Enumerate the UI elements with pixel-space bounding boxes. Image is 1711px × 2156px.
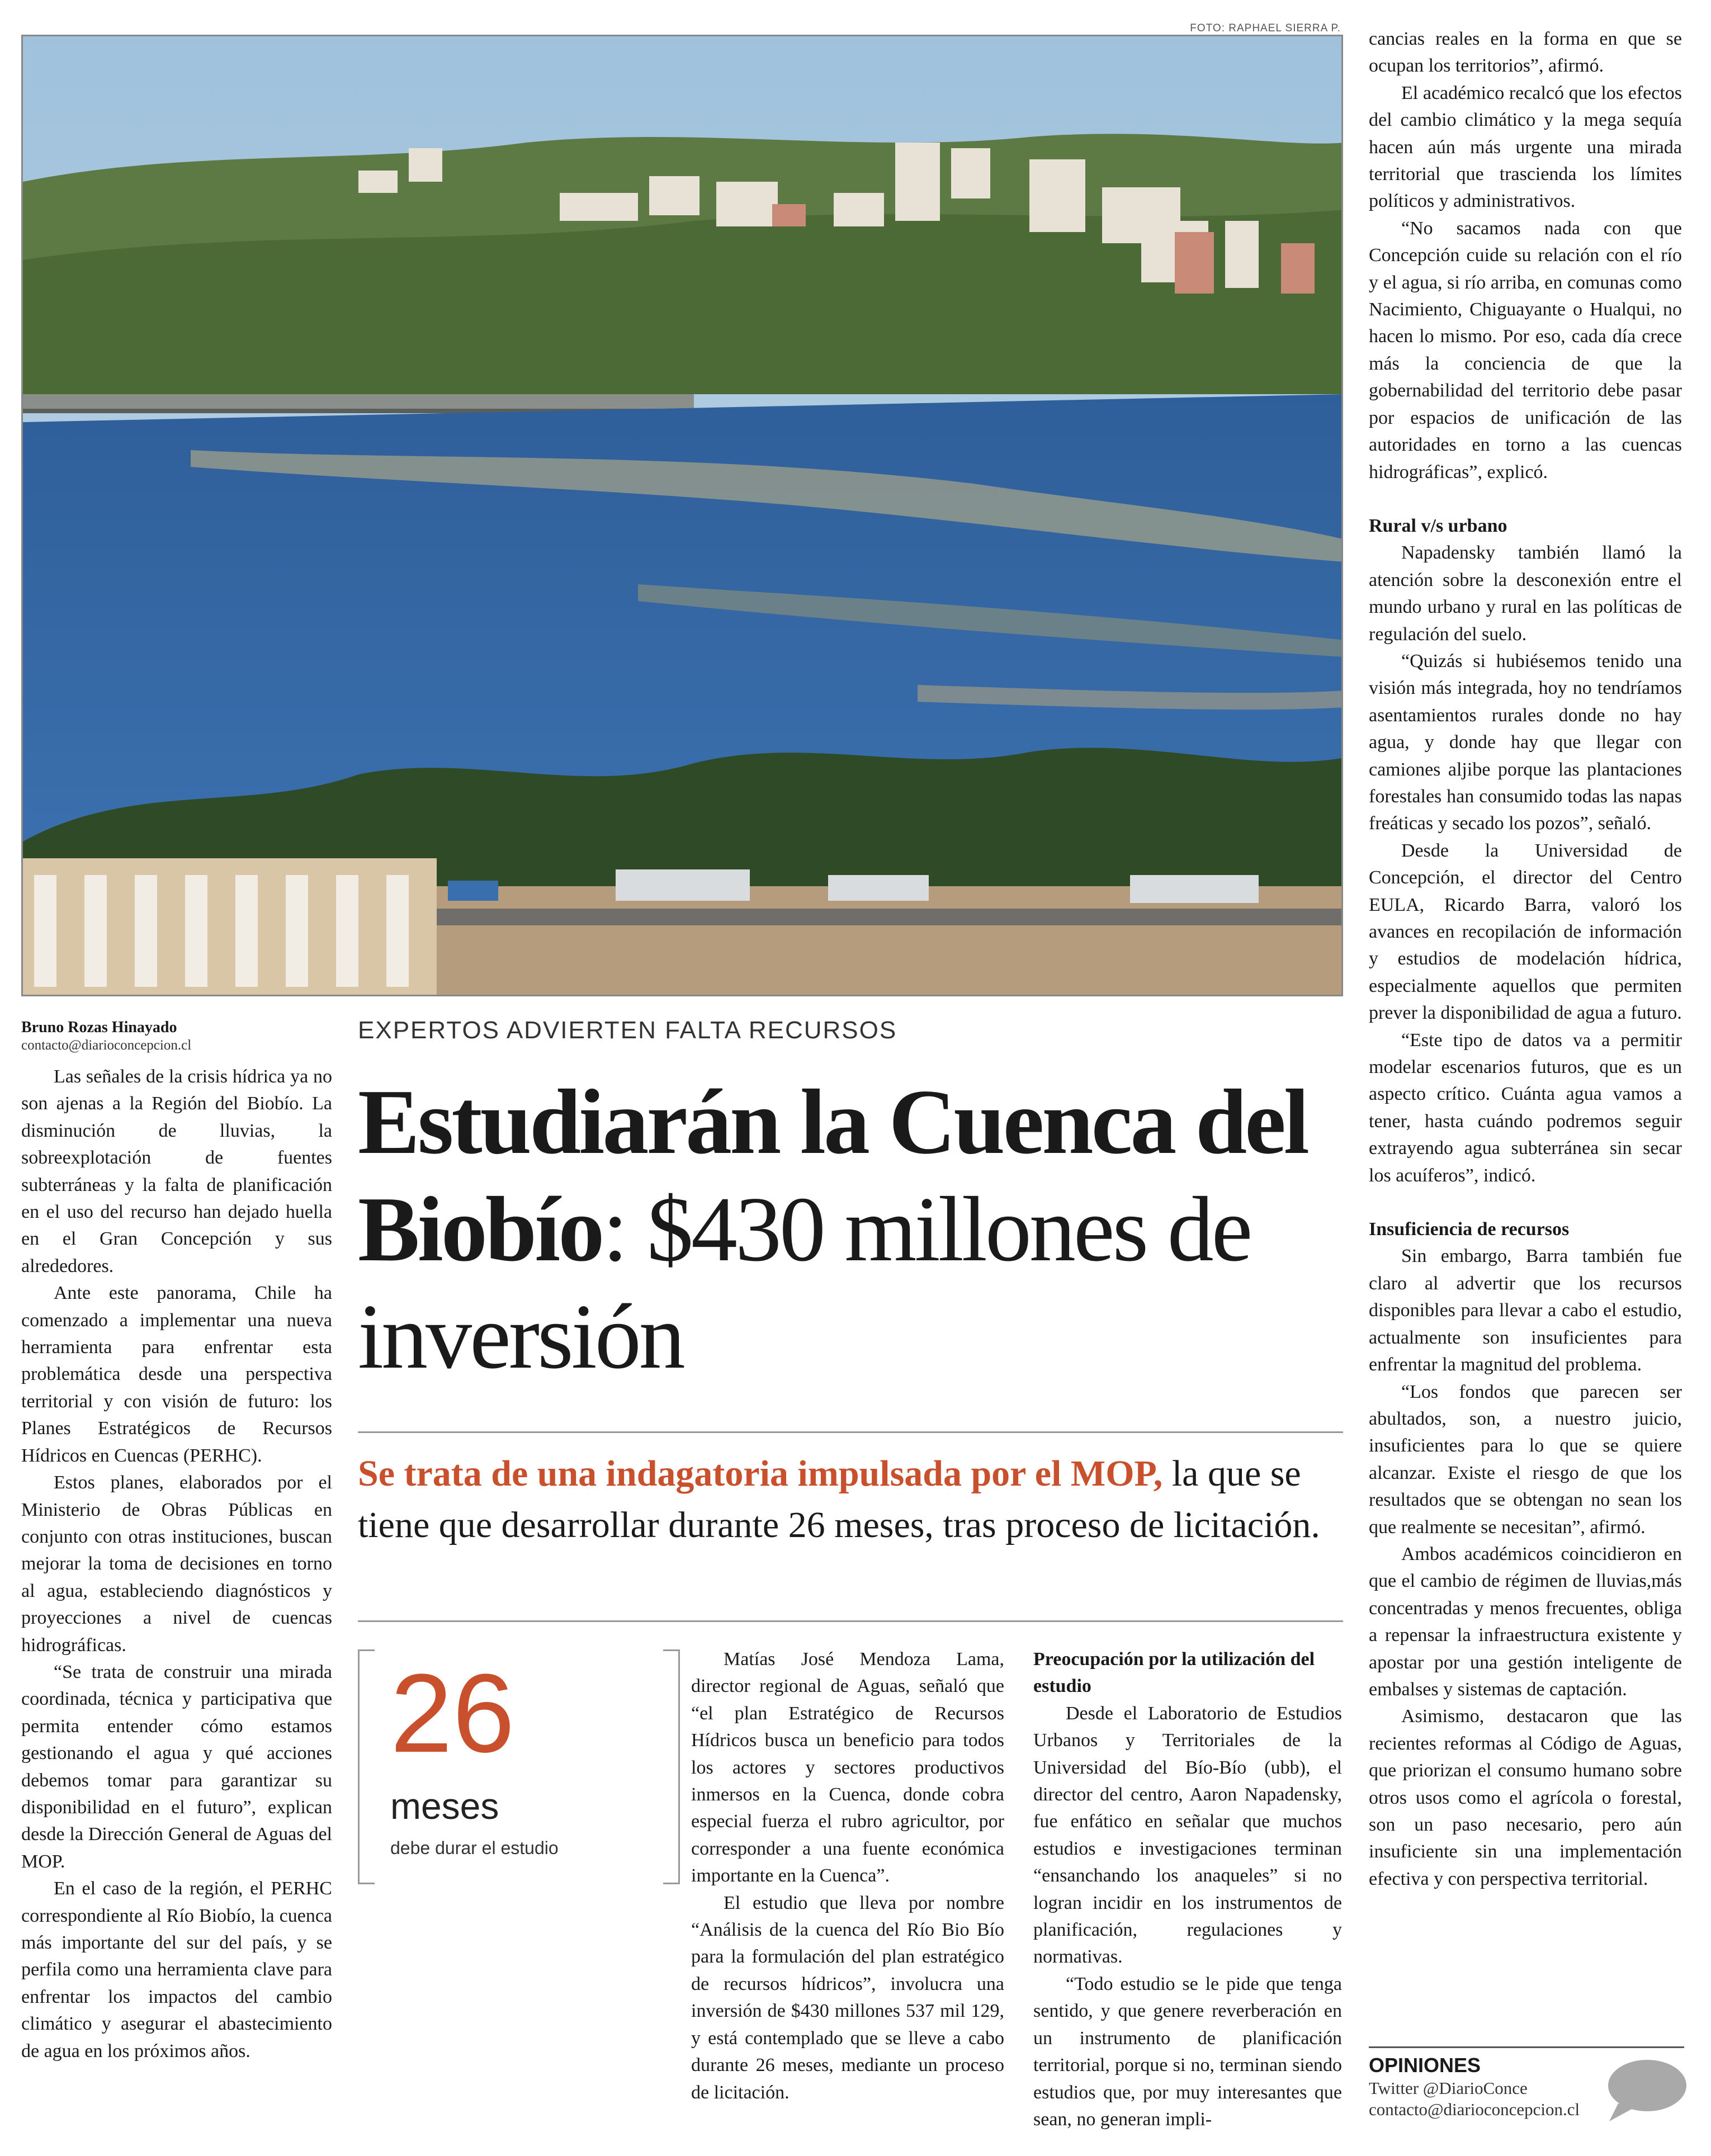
paragraph: Desde el Laboratorio de Estudios Urbanos y Territoriales de la Universidad del Bío-Bío (ubb), el director del centro, Aaron Napadensky, fue enfático en señalar que muchos estudios e investigaciones terminan “ensanchando los anaqueles” si no logran incidir en los instrumentos de planificación, regulaciones y normativas.	[1033, 1703, 1342, 1968]
speech-bubble-icon	[1605, 2056, 1688, 2124]
factbox-unit: meses	[390, 1785, 499, 1827]
divider	[358, 1620, 1343, 1622]
paragraph: Desde la Universidad de Concepción, el director del Centro EULA, Ricardo Barra, valoró los avances en recopilación de información y estudios de modelación hídrica, especialmente aquellos que permiten prever la disponibilidad de agua a futuro.	[1369, 840, 1682, 1024]
river-photo-illustration	[23, 36, 1343, 996]
paragraph: El estudio que lleva por nombre “Análisis de la cuenca del Río Bio Bío para la formulación del plan estratégico de recursos hídricos”, involucra una inversión de $430 millones 537 mil 129, y está contemplado que se lleve a cabo durante 26 meses, mediante un proceso de licitación.	[691, 1892, 1004, 2103]
paragraph: El académico recalcó que los efectos del cambio climático y la mega sequía hacen aún más urgente una mirada territorial que trascienda los límites políticos y administrativos.	[1369, 82, 1682, 212]
kicker: EXPERTOS ADVIERTEN FALTA RECURSOS	[358, 1016, 897, 1044]
paragraph: Ante este panorama, Chile ha comenzado a implementar una nueva herramienta para enfrentar esta problemática desde una perspectiva territorial y con visión de futuro: los Planes Estratégicos de Recursos Hídricos en Cuencas (PERHC).	[21, 1283, 332, 1466]
paragraph: En el caso de la región, el PERHC correspondiente al Río Biobío, la cuenca más importante del sur del país, y se perfila como una herramienta clave para enfrentar los impactos del cambio climático y asegurar el abastecimiento de agua en los próximos años.	[21, 1878, 332, 2062]
factbox-description: debe durar el estudio	[390, 1838, 559, 1858]
article-column-1	[21, 1063, 332, 2065]
deck-text: la que se tiene que desarrollar durante 26 meses, tras proceso de licitación.	[358, 1453, 1320, 1545]
byline-author: Bruno Rozas Hinayado	[21, 1019, 177, 1036]
factbox	[358, 1649, 682, 1884]
paragraph: “Quizás si hubiésemos tenido una visión más integrada, hoy no tendríamos asentamientos rurales donde no hay agua, y donde hay que llegar con camiones aljibe porque las plantaciones forestales han consumido todas las napas freáticas y secado los pozos”, señaló.	[1369, 650, 1682, 834]
paragraph: “Los fondos que parecen ser abultados, son, a nuestro juicio, insuficientes para lo que se quiere alcanzar. Existe el riesgo de que los resultados que se obtengan no sean los que realmente se necesitan”, afirmó.	[1369, 1381, 1682, 1538]
divider	[358, 1431, 1343, 1433]
paragraph: “Todo estudio se le pide que tenga sentido, y que genere reverberación en un instrumento de planificación territorial, porque si no, terminan siendo estudios que, por muy interesantes que sean, no generan impli-	[1033, 1973, 1342, 2130]
headline	[358, 1068, 1342, 1390]
paragraph: Estos planes, elaborados por el Ministerio de Obras Públicas en conjunto con otras instituciones, buscan mejorar la toma de decisiones en torno al agua, estableciendo diagnósticos y proyecciones a nivel de cuencas hidrográficas.	[21, 1472, 332, 1656]
article-column-5	[1369, 26, 1682, 1893]
section-heading: Insuficiencia de recursos	[1369, 1219, 1570, 1240]
deck	[358, 1448, 1342, 1551]
factbox-bracket-right	[663, 1649, 680, 1884]
section-heading: Preocupación por la utilización del estudio	[1033, 1649, 1315, 1697]
opiniones-title: OPINIONES	[1369, 2054, 1481, 2077]
paragraph: Asimismo, destacaron que las recientes reformas al Código de Aguas, que priorizan el consumo humano sobre otros usos como el agrícola o forestal, son un paso necesario, pero aún insuficiente sin una implementación efectiva y con perspectiva territorial.	[1369, 1706, 1682, 1889]
paragraph: “Este tipo de datos va a permitir modelar escenarios futuros, que es un aspecto crítico. Cuánta agua vamos a tener, hasta cuándo podremos seguir extrayendo agua subterránea sin secar los acuíferos”, indicó.	[1369, 1029, 1682, 1186]
article-column-3	[691, 1646, 1004, 2106]
paragraph: Sin embargo, Barra también fue claro al advertir que los recursos disponibles para llevar a cabo el estudio, actualmente son insuficientes para enfrentar la magnitud del problema.	[1369, 1246, 1682, 1375]
paragraph: “No sacamos nada con que Concepción cuide su relación con el río y el agua, si río arriba, en comunas como Nacimiento, Chiguayante o Hualqui, no hacen lo mismo. Por eso, cada día crece más la conciencia de que la gobernabilidad del territorio debe pasar por espacios de unificación de las autoridades en torno a las cuencas hidrográficas”, explicó.	[1369, 218, 1682, 483]
headline-bold: Estudiarán la Cuenca del Biobío	[358, 1070, 1307, 1280]
headline-regular: : $430 millones de inversión	[358, 1178, 1251, 1388]
factbox-number: 26	[390, 1651, 515, 1776]
paragraph: Napadensky también llamó la atención sobre la desconexión entre el mundo urbano y rural en las políticas de regulación del suelo.	[1369, 542, 1682, 645]
deck-highlight: Se trata de una indagatoria impulsada por el MOP,	[358, 1453, 1163, 1494]
paragraph: “Se trata de construir una mirada coordinada, técnica y participativa que permita entender cómo estamos gestionando el agua y qué acciones debemos tomar para garantizar su disponibilidad en el futuro”, explican desde la Dirección General de Aguas del MOP.	[21, 1661, 332, 1872]
paragraph: Las señales de la crisis hídrica ya no son ajenas a la Región del Biobío. La disminución de lluvias, la sobreexplotación de fuentes subterráneas y la falta de planificación en el uso del recurso han dejado huella en el Gran Concepción y sus alrededores.	[21, 1066, 332, 1276]
paragraph: cancias reales en la forma en que se ocupan los territorios”, afirmó.	[1369, 29, 1682, 77]
opiniones-twitter[interactable]: Twitter @DiarioConce	[1369, 2078, 1528, 2098]
article-column-4	[1033, 1646, 1342, 2133]
paragraph: Matías José Mendoza Lama, director regional de Aguas, señaló que “el plan Estratégico de Recursos Hídricos busca un beneficio para todos los actores y sectores productivos inmersos en la Cuenca, donde cobra especial fuerza el rubro agricultor, por corresponder a una fuente económica importante en la Cuenca”.	[691, 1649, 1004, 1886]
section-heading: Rural v/s urbano	[1369, 515, 1507, 536]
byline-email: contacto@diarioconcepcion.cl	[21, 1038, 192, 1053]
opiniones-email[interactable]: contacto@diarioconcepcion.cl	[1369, 2100, 1580, 2119]
divider	[1369, 2046, 1684, 2048]
paragraph: Ambos académicos coincidieron en que el cambio de régimen de lluvias,más concentradas y menos frecuentes, obliga a repensar la infraestructura existente y apostar por una gestión inteligente de embalses y sistemas de captación.	[1369, 1543, 1682, 1700]
photo-credit: FOTO: RAPHAEL SIERRA P.	[1190, 22, 1341, 34]
river-photo	[21, 35, 1343, 996]
factbox-bracket-left	[358, 1649, 375, 1884]
